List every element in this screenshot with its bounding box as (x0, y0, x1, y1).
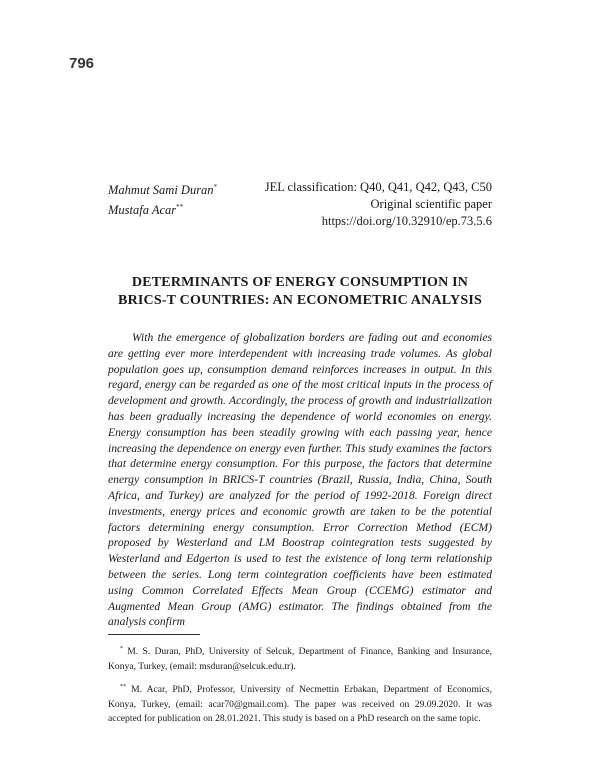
author (108, 199, 217, 219)
title-line: DETERMINANTS OF ENERGY CONSUMPTION IN (131, 275, 469, 290)
author (108, 179, 217, 199)
footnote-mark: * (120, 646, 123, 652)
footnotes (108, 642, 492, 733)
page-number: 796 (69, 55, 95, 72)
abstract-text: With the emergence of globalization borders are fading out and economies are getting ever more interdependent with increasing trade volumes. As global population goes up, consumption demand reinforces increases in output. In this regard, energy can be regarded as one of the most critical inputs in the process of development and growth. Accordingly, the process of growth and industrialization has been gradually increasing the dependence of world economies on energy. Energy consumption has been steadily growing with each passing year, hence increasing the dependence on energy even further. This study examines the factors that determine energy consumption. For this purpose, the factors that determine energy consumption in BRICS-T countries (Brazil, Russia, India, China, South Africa, and Turkey) are analyzed for the period of 1992-2018. Foreign direct investments, energy prices and economic growth are taken to be the potential factors determining energy consumption. Error Correction Method (ECM) proposed by Westerland and LM Boostrap cointegration tests suggested by Westerland and Edgerton is used to test the existence of long term relationship between the series. Long term cointegration coefficients have been estimated using Common Correlated Effects Mean Group (CCEMG) estimator and Augmented Mean Group (AMG) estimator. The findings obtained from the analysis confirm (108, 331, 492, 629)
footnote-text: M. S. Duran, PhD, University of Selcuk, Department of Finance, Banking and Insurance, Konya, Turkey, (email: msduran@selcuk.edu.tr). (108, 646, 492, 672)
author-list (108, 179, 217, 219)
footnote (108, 642, 492, 674)
footnote-divider (108, 634, 200, 635)
doi-link[interactable]: https://doi.org/10.32910/ep.73.5.6 (321, 214, 492, 228)
author-name: Mustafa Acar (108, 203, 177, 218)
paper-title (100, 274, 500, 310)
footnote-text: M. Acar, PhD, Professor, University of Necmettin Erbakan, Department of Economics, Konya, Turkey, (email: acar70@gmail.com). The paper was received on 29.09.2020. It was accepted for publication on 28.01.2021. This study is based on a PhD research on the same topic. (108, 684, 492, 725)
footnote-mark: * (213, 183, 218, 191)
footnote-mark: ** (120, 684, 126, 691)
footnote (108, 680, 492, 727)
jel-classification: JEL classification: Q40, Q41, Q42, Q43, C50 (264, 180, 492, 194)
author-name: Mahmut Sami Duran (108, 183, 214, 198)
paper-type: Original scientific paper (370, 197, 492, 211)
article-meta (265, 179, 492, 230)
title-line: BRICS-T COUNTRIES: AN ECONOMETRIC ANALYSIS (118, 293, 482, 308)
footnote-mark: ** (176, 203, 184, 212)
